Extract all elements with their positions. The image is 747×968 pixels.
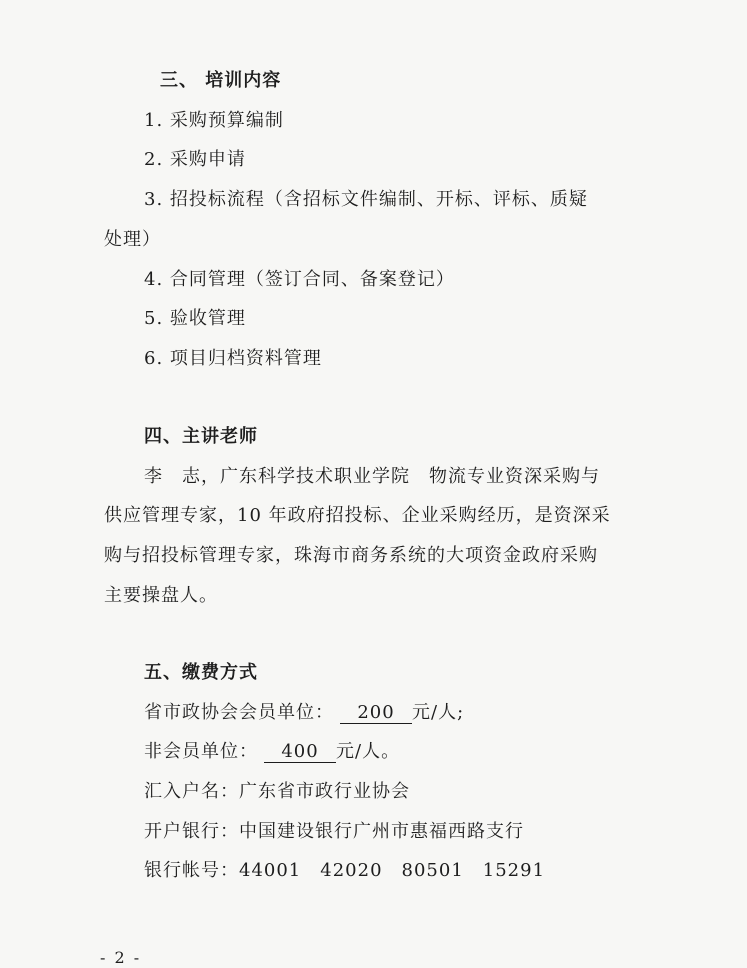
section-5-title: 五、缴费方式: [144, 662, 258, 683]
training-item-3: 3. 招投标流程（含招标文件编制、开标、评标、质疑: [144, 189, 588, 210]
training-item-2: 2. 采购申请: [144, 149, 246, 170]
section-3-title: 三、 培训内容: [160, 70, 282, 91]
lecturer-line-1: 李 志，广东科学技术职业学院 物流专业资深采购与: [144, 466, 600, 487]
nonmember-fee-unit: 元/人。: [336, 741, 401, 762]
bank-line: 开户银行：中国建设银行广州市惠福西路支行: [144, 821, 524, 842]
member-fee-unit: 元/人;: [412, 702, 465, 723]
nonmember-fee-label: 非会员单位：: [144, 741, 258, 762]
section-4-title: 四、主讲老师: [144, 426, 258, 447]
account-name-line: 汇入户名：广东省市政行业协会: [144, 781, 410, 802]
lecturer-line-3: 购与招投标管理专家，珠海市商务系统的大项资金政府采购: [104, 545, 598, 566]
nonmember-fee-value: 400: [264, 742, 336, 763]
training-item-1: 1. 采购预算编制: [144, 110, 284, 131]
page-number: - 2 -: [100, 948, 142, 967]
training-item-5: 5. 验收管理: [144, 308, 246, 329]
member-fee-value: 200: [340, 703, 412, 724]
training-item-6: 6. 项目归档资料管理: [144, 348, 322, 369]
account-number-line: 银行帐号：44001 42020 80501 15291: [144, 860, 546, 881]
training-item-4: 4. 合同管理（签订合同、备案登记）: [144, 269, 455, 290]
member-fee-label: 省市政协会会员单位：: [144, 702, 334, 723]
lecturer-line-4: 主要操盘人。: [104, 585, 218, 606]
nonmember-fee-line: [144, 741, 400, 763]
lecturer-line-2: 供应管理专家，10 年政府招投标、企业采购经历，是资深采: [104, 505, 611, 526]
member-fee-line: [144, 702, 464, 724]
training-item-3-continued: 处理）: [104, 229, 161, 250]
